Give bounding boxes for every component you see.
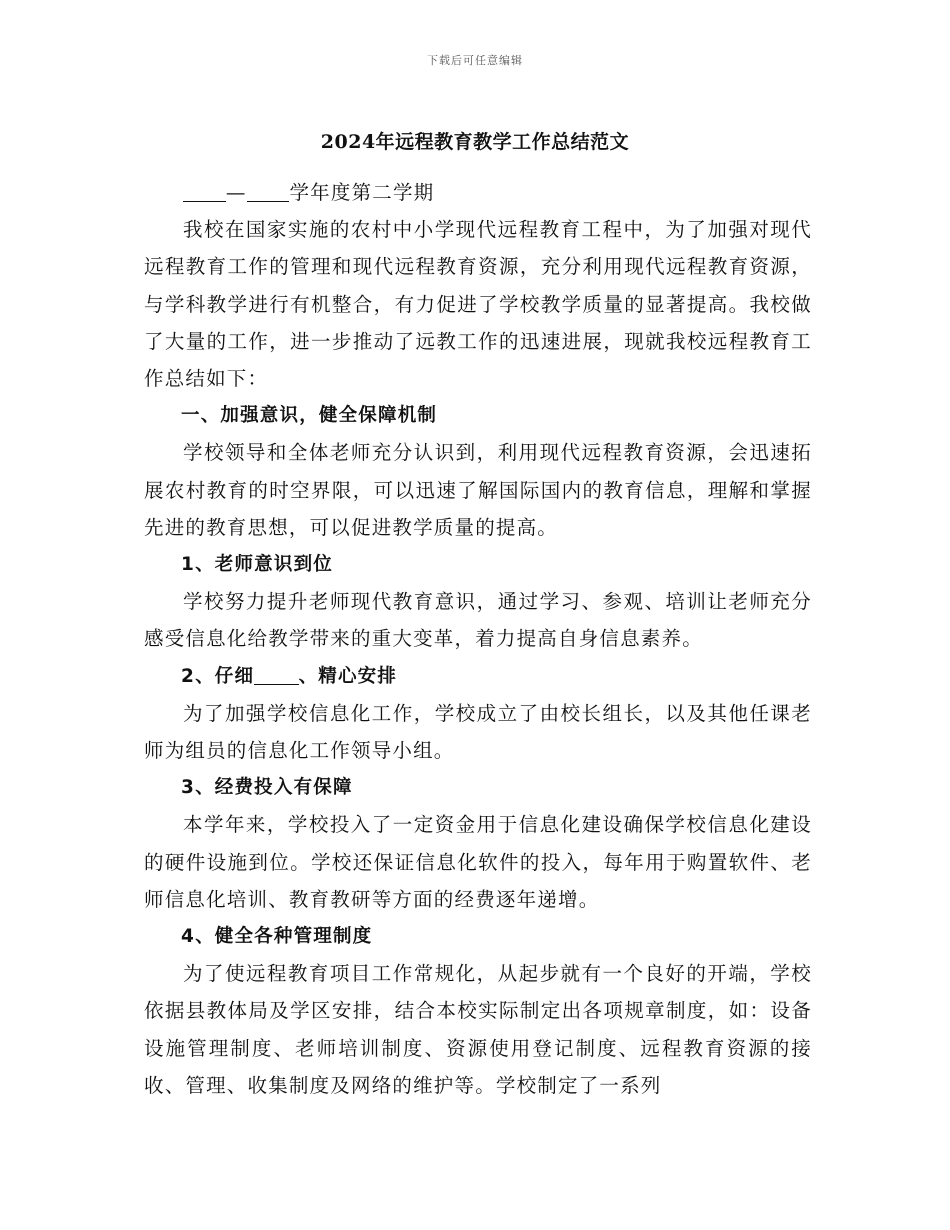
term-line <box>144 174 812 211</box>
item-heading-4: 4、健全各种管理制度 <box>181 926 373 948</box>
term-suffix: 学年度第二学期 <box>289 181 435 204</box>
section-paragraph-1: 学校领导和全体老师充分认识到，利用现代远程教育资源，会迅速拓展农村教育的时空界限，可以迅速了解国际国内的教育信息，理解和掌握先进的教育思想，可以促进教学质量的提高。 <box>144 441 812 539</box>
item-heading-2 <box>144 658 812 695</box>
term-dash: — <box>225 181 247 204</box>
blank-underline <box>183 180 226 202</box>
section-heading-1: 一、加强意识，健全保障机制 <box>181 405 438 427</box>
item-heading-1: 1、老师意识到位 <box>181 554 333 576</box>
page-header-note: 下载后可任意编辑 <box>427 54 523 67</box>
item-paragraph-3: 本学年来，学校投入了一定资金用于信息化建设确保学校信息化建设的硬件设施到位。学校还保证信息化软件的投入，每年用于购置软件、老师信息化培训、教育教研等方面的经费逐年递增。 <box>144 813 812 911</box>
blank-underline <box>247 180 290 202</box>
intro-paragraph: 我校在国家实施的农村中小学现代远程教育工程中，为了加强对现代远程教育工作的管理和现代远程教育资源，充分利用现代远程教育资源，与学科教学进行有机整合，有力促进了学校教学质量的显著提高。我校做了大量的工作，进一步推动了远教工作的迅速进展，现就我校远程教育工作总结如下： <box>144 218 812 391</box>
item-heading-3: 3、经费投入有保障 <box>181 777 353 799</box>
item-paragraph-1: 学校努力提升老师现代教育意识，通过学习、参观、培训让老师充分感受信息化给教学带来的重大变革，着力提高自身信息素养。 <box>144 590 812 651</box>
document-title: 2024年远程教育教学工作总结范文 <box>320 131 630 153</box>
blank-underline <box>254 663 298 684</box>
document-body <box>144 174 812 1104</box>
item-paragraph-4: 为了使远程教育项目工作常规化，从起步就有一个良好的开端，学校依据县教体局及学区安排，结合本校实际制定出各项规章制度，如：设备设施管理制度、老师培训制度、资源使用登记制度、远程教育资源的接收、管理、收集制度及网络的维护等。学校制定了一系列 <box>144 962 812 1097</box>
item-paragraph-2: 为了加强学校信息化工作，学校成立了由校长组长，以及其他任课老师为组员的信息化工作领导小组。 <box>144 701 812 763</box>
item-heading-2-prefix: 2、仔细 <box>181 665 255 687</box>
item-heading-2-suffix: 、精心安排 <box>298 665 398 687</box>
